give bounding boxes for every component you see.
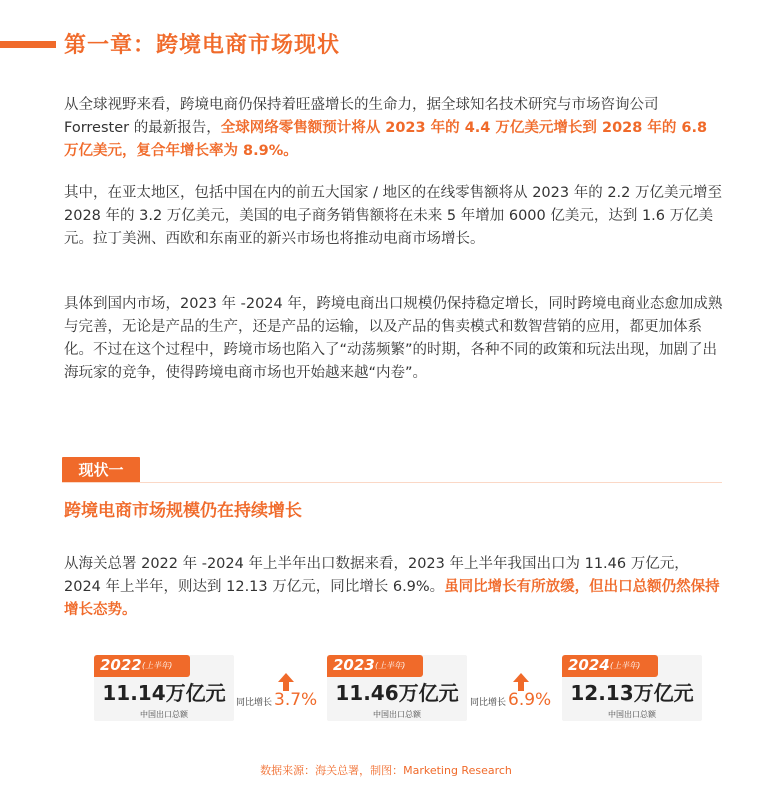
export-card-2024: [562, 655, 702, 721]
card-half: (上半年): [610, 661, 641, 670]
card-year: 2024: [568, 656, 610, 674]
card-label: 中国出口总额: [140, 710, 188, 719]
section-divider: [62, 482, 722, 483]
growth-label: 同比增长: [236, 698, 273, 708]
year-badge: [94, 655, 190, 677]
paragraph-1: [64, 94, 724, 163]
card-year: 2023: [333, 656, 375, 674]
year-badge: [327, 655, 423, 677]
card-value: 12.13万亿元: [570, 681, 694, 705]
card-year: 2022: [100, 656, 142, 674]
growth-value: 6.9%: [508, 690, 552, 710]
paragraph-4-text: 从海关总署 2022 年 -2024 年上半年出口数据来看，2023 年上半年我国出口为 11.46 万亿元，2024 年上半年，则达到 12.13 万亿元，同比增长 6.9%。: [64, 556, 689, 595]
chapter-title: 第一章：跨境电商市场现状: [64, 33, 341, 58]
growth-2023: [236, 690, 317, 710]
paragraph-1-highlight: 全球网络零售额预计将从 2023 年的 4.4 万亿美元增长到 2028 年的 6.8 万亿美元，复合年增长率为 8.9%。: [64, 120, 708, 159]
section-tag: 现状一: [62, 457, 140, 483]
growth-value: 3.7%: [274, 690, 318, 710]
growth-2024: [470, 690, 551, 710]
data-source: 数据来源：海关总署，制图：Marketing Research: [260, 764, 512, 777]
paragraph-4: [64, 553, 724, 622]
card-label: 中国出口总额: [373, 710, 421, 719]
paragraph-2: 其中，在亚太地区，包括中国在内的前五大国家 / 地区的在线零售额将从 2023 年的 2.2 万亿美元增至 2028 年的 3.2 万亿美元，美国的电子商务销售额将在未来 5 年增加 6000 亿美元，达到 1.6 万亿美元。拉丁美洲、西欧和东南亚的新兴市场也将推动电商市场增长。: [64, 185, 722, 247]
card-label: 中国出口总额: [608, 710, 656, 719]
card-value: 11.46万亿元: [335, 681, 459, 705]
paragraph-3: 具体到国内市场，2023 年 -2024 年，跨境电商出口规模仍保持稳定增长，同时跨境电商业态愈加成熟与完善，无论是产品的生产，还是产品的运输，以及产品的售卖模式和数智营销的应用，都更加体系化。不过在这个过程中，跨境市场也陷入了“动荡频繁”的时期，各种不同的政策和玩法出现，加剧了出海玩家的竞争，使得跨境电商市场也开始越来越“内卷”。: [64, 296, 723, 381]
card-value: 11.14万亿元: [102, 681, 226, 705]
export-card-2023: [327, 655, 467, 721]
year-badge: [562, 655, 658, 677]
chapter-accent-bar: [0, 41, 56, 48]
card-half: (上半年): [142, 661, 173, 670]
growth-label: 同比增长: [470, 698, 507, 708]
paragraph-1-text: 从全球视野来看，跨境电商仍保持着旺盛增长的生命力，据全球知名技术研究与市场咨询公司 Forrester 的最新报告，: [64, 97, 659, 136]
card-half: (上半年): [375, 661, 406, 670]
up-arrow-icon: [511, 672, 531, 692]
export-card-2022: [94, 655, 234, 721]
section-title: 跨境电商市场规模仍在持续增长: [64, 501, 302, 521]
up-arrow-icon: [276, 672, 296, 692]
paragraph-4-highlight: 虽同比增长有所放缓，但出口总额仍然保持增长态势。: [64, 579, 720, 618]
